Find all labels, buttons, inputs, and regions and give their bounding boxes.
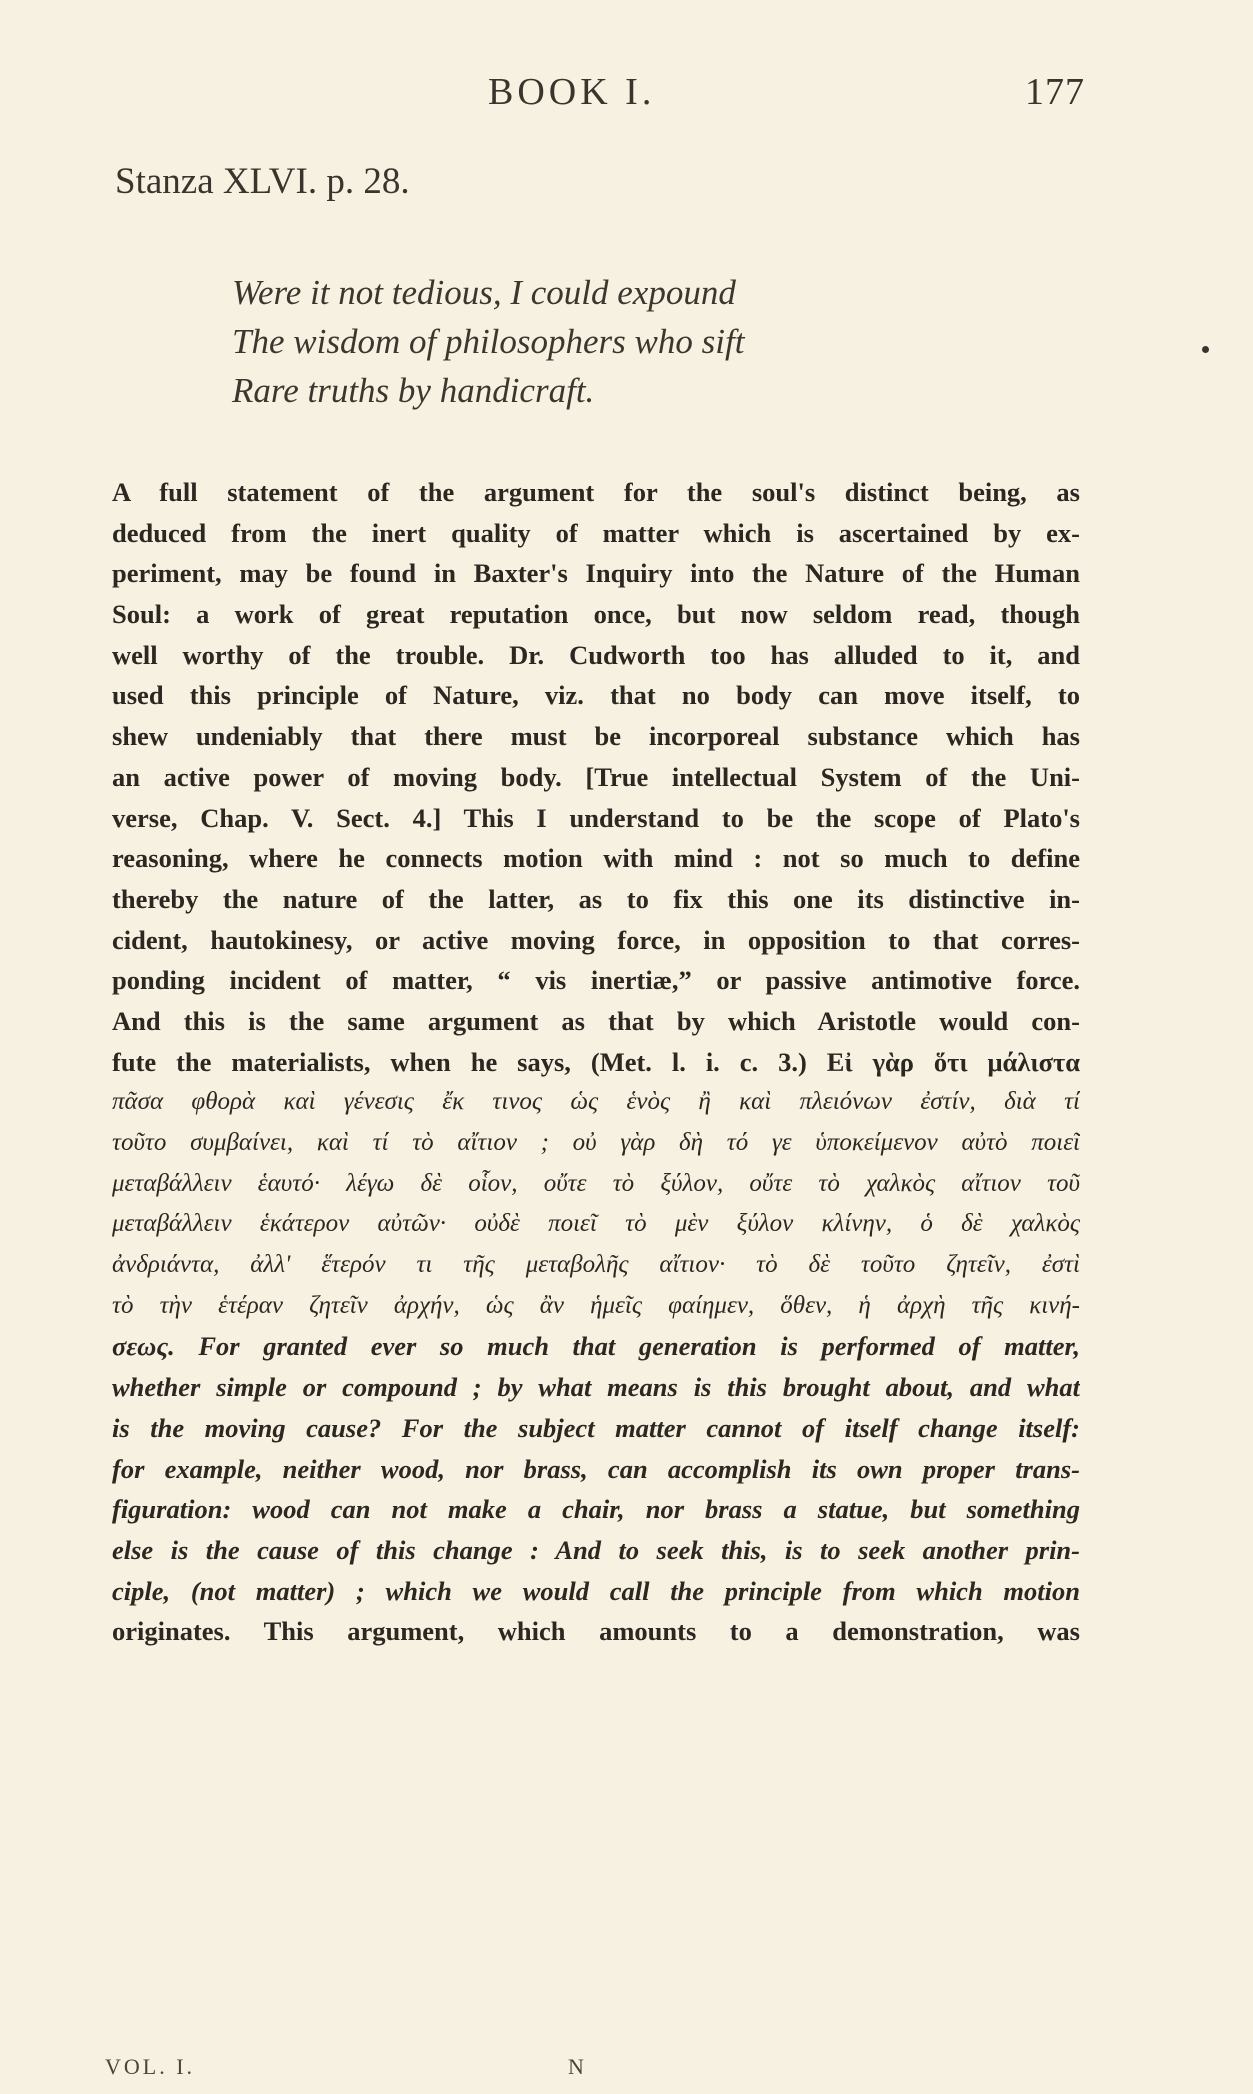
running-head: BOOK I. [488, 71, 656, 113]
text-line: originates. This argument, which amounts to a demonstration, was [112, 1616, 1080, 1647]
greek-text-line: πᾶσα φθορὰ καὶ γένεσις ἔκ τινος ὡς ἑνὸς ἢ καὶ πλειόνων ἐστίν, διὰ τί [112, 1088, 1080, 1116]
text-line: cident, hautokinesy, or active moving force, in opposition to that corres- [112, 924, 1080, 955]
stanza-reference: Stanza XLVI. p. 28. [115, 161, 410, 202]
verse-line: The wisdom of philosophers who sift [232, 322, 745, 361]
greek-text-line: μεταβάλλειν ἑκάτερον αὐτῶν· οὐδὲ ποιεῖ τὸ μὲν ξύλον κλίνην, ὁ δὲ χαλκὸς [112, 1210, 1080, 1238]
translation-line: σεως. For granted ever so much that generation is performed of matter, [112, 1331, 1080, 1362]
verse-line: Rare truths by handicraft. [232, 371, 595, 410]
translation-line: figuration: wood can not make a chair, nor brass a statue, but something [112, 1494, 1080, 1525]
text-line: A full statement of the argument for the soul's distinct being, as [112, 477, 1080, 507]
translation-line: ciple, (not matter) ; which we would call the principle from which motion [112, 1575, 1080, 1606]
text-line: And this is the same argument as that by which Aristotle would con- [112, 1005, 1080, 1036]
greek-text-line: τοῦτο συμβαίνει, καὶ τί τὸ αἴτιον ; οὐ γὰρ δὴ τό γε ὑποκείμενον αὐτὸ ποιεῖ [112, 1129, 1080, 1156]
text-line: used this principle of Nature, viz. that no body can move itself, to [112, 680, 1080, 711]
text-line: periment, may be found in Baxter's Inquiry into the Nature of the Human [112, 558, 1080, 589]
translation-line: is the moving cause? For the subject matter cannot of itself change itself: [112, 1412, 1080, 1443]
text-line: verse, Chap. V. Sect. 4.] This I understand to be the scope of Plato's [112, 802, 1080, 833]
margin-mark-icon [1202, 346, 1209, 353]
text-line: shew undeniably that there must be incorporeal substance which has [112, 721, 1080, 752]
verse-line: Were it not tedious, I could expound [232, 273, 736, 312]
text-line: reasoning, where he connects motion with mind : not so much to define [112, 843, 1080, 874]
page-number: 177 [1025, 71, 1085, 113]
greek-text-line: μεταβάλλειν ἑαυτό· λέγω δὲ οἷον, οὔτε τὸ ξύλον, οὔτε τὸ χαλκὸς αἴτιον τοῦ [112, 1169, 1080, 1197]
translation-line: for example, neither wood, nor brass, can accomplish its own proper trans- [112, 1453, 1080, 1484]
greek-text-line: ἀνδριάντα, ἀλλ' ἕτερόν τι τῆς μεταβολῆς αἴτιον· τὸ δὲ τοῦτο ζητεῖν, ἐστὶ [112, 1251, 1080, 1279]
text-line: an active power of moving body. [True intellectual System of the Uni- [112, 761, 1080, 792]
greek-text-line: τὸ τὴν ἑτέραν ζητεῖν ἀρχήν, ὡς ἂν ἡμεῖς φαίημεν, ὅθεν, ἡ ἀρχὴ τῆς κινή- [112, 1291, 1080, 1319]
verse-quotation [232, 268, 992, 415]
translation-line: whether simple or compound ; by what means is this brought about, and what [112, 1372, 1080, 1403]
volume-signature: VOL. I. [105, 2054, 196, 2079]
translation-line: else is the cause of this change : And to seek this, is to seek another prin- [112, 1534, 1080, 1565]
text-line: fute the materialists, when he says, (Met. l. i. c. 3.) Εἰ γὰρ ὅτι μάλιστα [112, 1046, 1080, 1077]
text-line: ponding incident of matter, “ vis inertiæ,” or passive antimotive force. [112, 965, 1080, 996]
gathering-signature: N [568, 2054, 584, 2079]
text-line: well worthy of the trouble. Dr. Cudworth too has alluded to it, and [112, 639, 1080, 670]
text-line: deduced from the inert quality of matter which is ascertained by ex- [112, 517, 1080, 548]
commentary-body [112, 472, 1080, 1652]
text-line: Soul: a work of great reputation once, but now seldom read, though [112, 599, 1080, 630]
text-line: thereby the nature of the latter, as to fix this one its distinctive in- [112, 883, 1080, 914]
